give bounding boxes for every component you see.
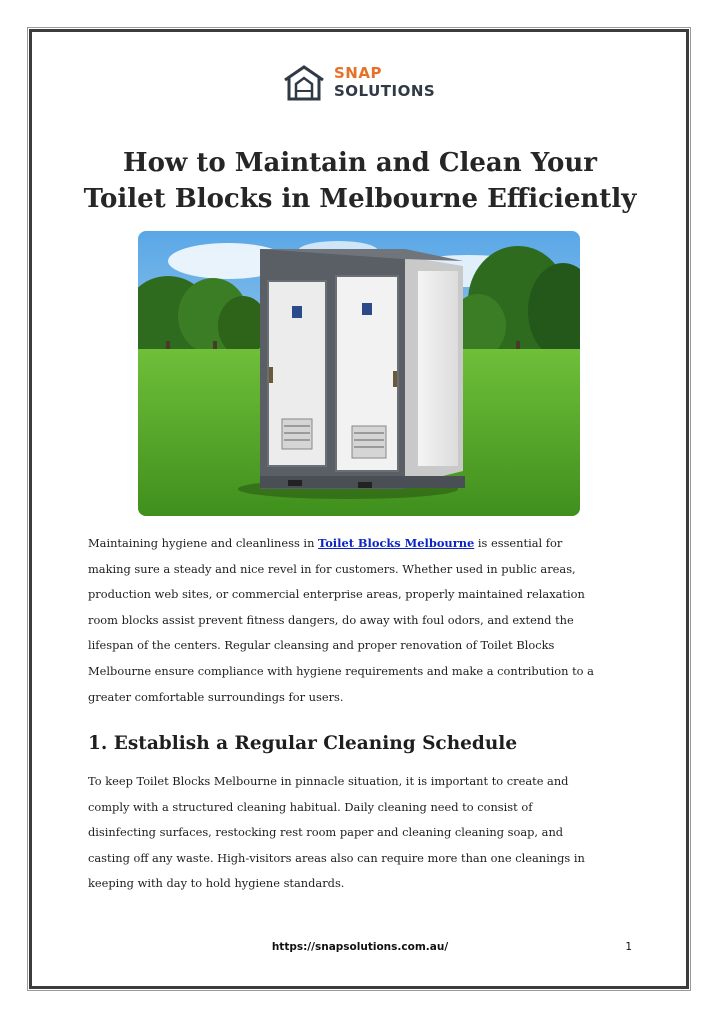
intro-paragraph	[88, 531, 636, 710]
intro-line-6: Melbourne ensure compliance with hygiene requirements and make a contribution to a	[88, 663, 594, 678]
section-heading: 1. Establish a Regular Cleaning Schedule	[88, 733, 518, 754]
section-line-2: comply with a structured cleaning habitual. Daily cleaning need to consist of	[88, 799, 533, 814]
title-line-1: How to Maintain and Clean Your	[123, 148, 597, 178]
toilet-blocks-melbourne-link[interactable]: Toilet Blocks Melbourne	[318, 536, 475, 550]
intro-line-1: is essential for	[474, 536, 563, 550]
logo-brand-line2: SOLUTIONS	[334, 82, 436, 100]
portable-toilet-illustration	[138, 231, 580, 516]
intro-line-5: lifespan of the centers. Regular cleansing and proper renovation of Toilet Blocks	[88, 638, 555, 653]
section-paragraph	[88, 769, 636, 897]
title-line-2: Toilet Blocks in Melbourne Efficiently	[83, 184, 637, 214]
snap-solutions-logo[interactable]	[282, 64, 442, 104]
intro-line-2: making sure a steady and nice revel in for customers. Whether used in public areas,	[88, 561, 576, 576]
page-title	[60, 145, 660, 217]
footer-url[interactable]: https://snapsolutions.com.au/	[271, 941, 449, 953]
section-line-3: disinfecting surfaces, restocking rest room paper and cleaning cleaning soap, and	[88, 825, 564, 840]
intro-line-4: room blocks assist prevent fitness dangers, do away with foul odors, and extend the	[88, 612, 574, 627]
logo-wordmark	[334, 64, 435, 100]
hero-image	[138, 231, 580, 516]
page-number: 1	[625, 941, 632, 953]
section-line-5: keeping with day to hold hygiene standards.	[88, 876, 345, 891]
logo-brand-line1: SNAP	[334, 64, 382, 82]
intro-line-7: greater comfortable surroundings for users.	[88, 689, 344, 704]
section-line-4: casting off any waste. High-visitors areas also can require more than one cleanings in	[88, 850, 585, 865]
house-logo-icon	[282, 64, 326, 102]
section-line-1: To keep Toilet Blocks Melbourne in pinnacle situation, it is important to create and	[88, 774, 569, 788]
intro-line-3: production web sites, or commercial enterprise areas, properly maintained relaxation	[88, 587, 585, 602]
intro-before-link: Maintaining hygiene and cleanliness in	[88, 536, 319, 550]
